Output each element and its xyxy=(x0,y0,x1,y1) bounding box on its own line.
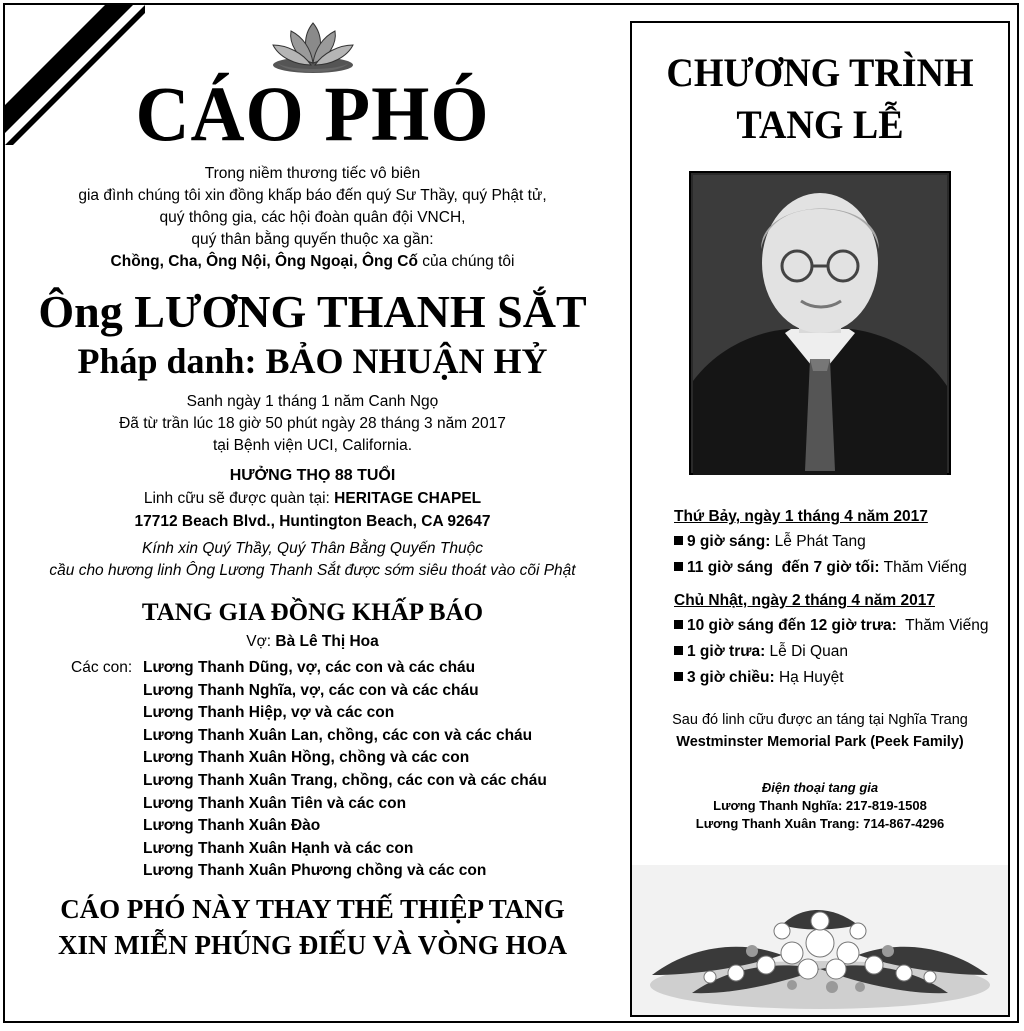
schedule-item xyxy=(674,639,1008,665)
burial-line: Sau đó linh cữu được an táng tại Nghĩa Trang xyxy=(672,712,968,728)
schedule-time: 1 giờ trưa: xyxy=(687,643,766,660)
dharma-name: Pháp danh: BẢO NHUẬN HỶ xyxy=(77,341,548,381)
family-phones xyxy=(632,779,1008,833)
relations-suffix: của chúng tôi xyxy=(417,253,515,270)
schedule-item xyxy=(674,613,1008,639)
intro-line: Trong niềm thương tiếc vô biên xyxy=(204,165,421,182)
intro-text xyxy=(15,163,610,273)
day-heading: Chủ Nhật, ngày 2 tháng 4 năm 2017 xyxy=(674,592,935,609)
prayer-line: Kính xin Quý Thầy, Quý Thân Bằng Quyến Thuộc xyxy=(142,540,483,557)
phone-line: Lương Thanh Xuân Trang: 714-867-4296 xyxy=(695,816,945,831)
children-list xyxy=(15,657,610,883)
chapel-address-line xyxy=(15,510,610,533)
prayer-text xyxy=(15,538,610,582)
relations-line xyxy=(15,251,610,273)
list-item: Lương Thanh Hiệp, vợ và các con xyxy=(143,704,395,722)
chapel-line xyxy=(15,487,610,510)
list-item: Lương Thanh Dũng, vợ, các con và các cháu xyxy=(143,659,476,676)
intro-line: gia đình chúng tôi xin đồng khấp báo đến quý Sư Thầy, quý Phật tử, xyxy=(78,187,547,204)
obituary-title: CÁO PHÓ xyxy=(135,70,490,157)
list-item: Lương Thanh Xuân Tiên và các con xyxy=(143,794,407,812)
list-item: Lương Thanh Xuân Hạnh và các con xyxy=(143,839,414,857)
square-bullet-icon xyxy=(674,536,683,545)
schedule-time: 10 giờ sáng đến 12 giờ trưa: xyxy=(687,617,897,634)
schedule-event: Lễ Phát Tang xyxy=(770,533,866,550)
wife-label: Vợ: xyxy=(246,633,276,650)
family-heading: TANG GIA ĐỒNG KHẤP BÁO xyxy=(141,599,484,626)
bio-line: Đã từ trần lúc 18 giờ 50 phút ngày 28 tháng 3 năm 2017 xyxy=(119,415,506,432)
list-item: Lương Thanh Nghĩa, vợ, các con và các cháu xyxy=(143,681,479,699)
obituary-column xyxy=(15,5,610,963)
portrait-photo xyxy=(689,171,951,475)
program-title xyxy=(641,47,998,151)
schedule-time: 9 giờ sáng: xyxy=(687,533,771,550)
schedule-event: Lễ Di Quan xyxy=(765,643,848,660)
flower-arrangement-image xyxy=(632,865,1008,1015)
day-heading: Thứ Bảy, ngày 1 tháng 4 năm 2017 xyxy=(674,508,928,525)
square-bullet-icon xyxy=(674,646,683,655)
phone-line: Lương Thanh Nghĩa: 217-819-1508 xyxy=(713,798,927,813)
wife-line xyxy=(15,631,610,653)
prayer-line: cầu cho hương linh Ông Lương Thanh Sắt được sớm siêu thoát vào cõi Phật xyxy=(49,562,576,579)
funeral-program-box xyxy=(630,21,1010,1017)
chapel-name: HERITAGE CHAPEL xyxy=(334,490,482,507)
obituary-page xyxy=(3,3,1019,1023)
footer-line: CÁO PHÓ NÀY THAY THẾ THIỆP TANG xyxy=(60,893,565,924)
footer-line: XIN MIỄN PHÚNG ĐIẾU VÀ VÒNG HOA xyxy=(57,929,568,960)
bio-line: tại Bệnh viện UCI, California. xyxy=(212,437,412,454)
schedule-event: Thăm Viếng xyxy=(896,617,989,634)
chapel-address: 17712 Beach Blvd., Huntington Beach, CA 92647 xyxy=(134,513,491,530)
list-item: Lương Thanh Xuân Lan, chồng, các con và các cháu xyxy=(143,726,533,744)
schedule-time: 11 giờ sáng đến 7 giờ tối: xyxy=(687,559,880,576)
bio-text xyxy=(15,391,610,457)
schedule-event: Hạ Huyệt xyxy=(774,669,844,686)
square-bullet-icon xyxy=(674,672,683,681)
phones-title: Điện thoại tang gia xyxy=(761,780,879,795)
intro-line: quý thông gia, các hội đoàn quân đội VNCH, xyxy=(159,209,466,226)
square-bullet-icon xyxy=(674,562,683,571)
age-line: HƯỞNG THỌ 88 TUỔI xyxy=(229,467,396,484)
wife-name: Bà Lê Thị Hoa xyxy=(275,633,379,650)
program-title-line: CHƯƠNG TRÌNH xyxy=(666,50,974,95)
bio-line: Sanh ngày 1 tháng 1 năm Canh Ngọ xyxy=(186,393,439,410)
square-bullet-icon xyxy=(674,620,683,629)
schedule-item xyxy=(674,555,1008,581)
list-item: Lương Thanh Xuân Đào xyxy=(143,817,321,835)
schedule-time: 3 giờ chiều: xyxy=(687,669,775,686)
list-item: Lương Thanh Xuân Trang, chồng, các con và các cháu xyxy=(143,771,547,789)
list-item: Lương Thanh Xuân Hồng, chồng và các con xyxy=(143,749,470,767)
chapel-prefix: Linh cữu sẽ được quàn tại: xyxy=(143,490,335,507)
schedule-item xyxy=(674,529,1008,555)
children-label: Các con: xyxy=(71,659,133,676)
relations: Chồng, Cha, Ông Nội, Ông Ngoại, Ông Cố xyxy=(110,253,418,270)
burial-info xyxy=(632,709,1008,753)
schedule xyxy=(632,505,1008,691)
intro-line: quý thân bằng quyến thuộc xa gần: xyxy=(191,231,434,248)
schedule-item xyxy=(674,665,1008,691)
deceased-name: Ông LƯƠNG THANH SẮT xyxy=(38,286,587,337)
schedule-event: Thăm Viếng xyxy=(879,559,967,576)
burial-place: Westminster Memorial Park (Peek Family) xyxy=(676,734,964,750)
list-item: Lương Thanh Xuân Phương chồng và các con xyxy=(143,862,487,880)
program-title-line: TANG LỄ xyxy=(736,102,904,147)
lotus-icon xyxy=(267,15,359,77)
